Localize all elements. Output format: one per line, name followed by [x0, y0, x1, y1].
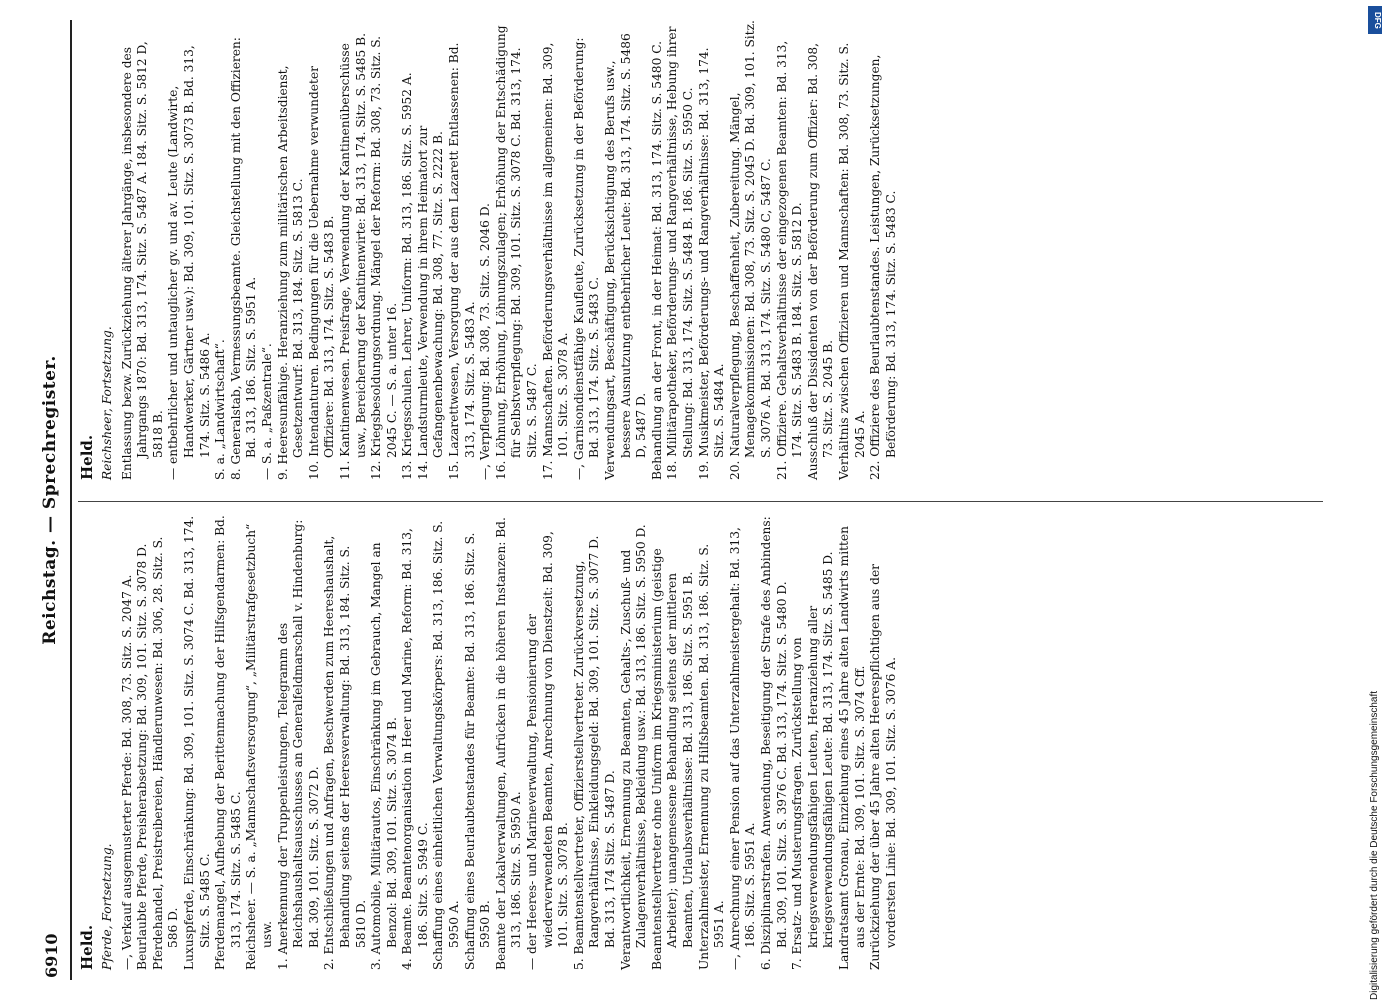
index-entry: 15. Lazarettwesen, Versorgung der aus dem Lazarett Entlassenen: Bd. 313, 174. Sitz. S. 5483 A.	[447, 42, 477, 480]
index-entry: 16. Löhnung, Erhöhung, Löhnungszulagen; Erhöhung der Entschädigung für Selbstverpflegung: Bd. 309, 101. Sitz. S. 3078 C. Bd. 313, 174. Sitz. S. 5487 C.	[493, 25, 540, 480]
index-entry: 13. Kriegsschulen. Lehrer, Uniform: Bd. 313, 186. Sitz. S. 5952 A.	[400, 72, 415, 480]
column-separator	[78, 501, 1323, 502]
index-entry: Ausschluß der Dissidenten von der Beförderung zum Offizier: Bd. 308, 73. Sitz. S. 2045 B.	[805, 42, 836, 480]
index-entry: — entbehrlicher und untauglicher gv. und av. Leute (Landwirte, Handwerker, Gärtner usw.): Bd. 309, 101. Sitz. S. 3073 B. Bd. 313, 174. Sitz. S. 5486 A.	[166, 45, 212, 480]
index-entry: Behandlung an der Front, in der Heimat: Bd. 313, 174. Sitz. S. 5480 C.	[649, 41, 664, 480]
index-entry: Pferdehandel, Preistreibereien, Händlerunwesen: Bd. 306, 28. Sitz. S. 586 D.	[150, 536, 181, 970]
index-entry: 21. Offiziere. Gehaltsverhältnisse der eingezogenen Beamten: Bd. 313, 174. Sitz. S. 5483 B. 184. Sitz. S. 5812 D.	[774, 40, 805, 480]
index-entry: S. a. „Landwirtschaft“.	[213, 339, 228, 480]
index-entry: Verantwortlichkeit, Ernennung zu Beamten, Gehalts-, Zuschuß- und Zulagenverhältnisse, Bekleidung usw.: Bd. 313, 186. Sitz. S. 5950 D.	[618, 524, 649, 970]
index-entry: — S. a. „Paßzentrale“.	[259, 343, 274, 480]
digitization-credit	[1367, 0, 1383, 1000]
index-entry: 2. Entschließungen und Anfragen, Beschwerden zum Heereshaushalt, Behandlung seitens der Heeresverwaltung: Bd. 313, 184. Sitz. S. 5810 D.	[322, 535, 368, 970]
dfg-logo: DFG	[1368, 6, 1382, 34]
index-entry: Verhältnis zwischen Offizieren und Mannschaften: Bd. 308, 73. Sitz. S. 2045 A.	[836, 42, 867, 480]
index-entry: Entlassung bezw. Zurückziehung älterer Jahrgänge, insbesondere des Jahrgangs 1870: Bd. 313, 174. Sitz. S. 5487 A. 184. Sitz. S. 5812 D, 5818 B.	[119, 41, 165, 480]
index-entry: Beamtenstellvertreter ohne Uniform im Kriegsministerium (geistige Arbeiter); unangemessene Behandlung seitens der mittleren Beamten, Urlaubsverhältnisse: Bd. 313, 186. Sitz. S. 5951 B.	[649, 548, 695, 970]
index-entry: 11. Kantinenwesen. Preisfrage, Verwendung der Kantinenüberschüsse usw., Bereicherung der Kantinenwirte: Bd. 313, 174. Sitz. S. 5485 B.	[337, 32, 368, 480]
running-head: Reichstag. — Sprechregister.	[40, 355, 60, 645]
index-entry: 10. Intendanturen. Bedingungen für die Uebernahme verwundeter Offiziere: Bd. 313, 174. Sitz. S. 5483 B.	[306, 66, 337, 480]
index-entry: 22. Offiziere des Beurlaubtenstandes. Leistungen, Zurücksetzungen, Beförderung: Bd. 313, 174. Sitz. S. 5483 C.	[868, 54, 898, 480]
index-entry: — der Heeres- und Marineverwaltung, Pensionierung der wiederverwendeten Beamten, Anrechnung von Dienstzeit: Bd. 309, 101. Sitz. S. 3078 B.	[525, 531, 571, 970]
index-entry: Reichsheer. — S. a. „Mannschaftsversorgung“, „Militärstrafgesetzbuch“ usw.	[244, 523, 274, 970]
left-entry-list	[120, 515, 900, 970]
index-entry: Landratsamt Gronau, Einziehung eines 45 Jahre alten Landwirts mitten aus der Ernte: Bd. 309, 101. Sitz. S. 3074 Cff.	[836, 526, 867, 970]
header-rule	[70, 20, 72, 980]
right-column-continuation: Reichsheer, Fortsetzung.	[100, 326, 114, 480]
index-entry: 18. Militärapotheker, Beförderungs- und Rangverhältnisse, Hebung ihrer Stellung: Bd. 313, 174. Sitz. S. 5484 B. 186. Sitz. S. 5950 C.	[665, 26, 695, 480]
index-entry: Beamte der Lokalverwaltungen, Aufrücken in die höheren Instanzen: Bd. 313, 186. Sitz. S. 5950 A.	[493, 517, 524, 970]
index-entry: 20. Naturalverpflegung, Beschaffenheit, Zubereitung. Mängel, Menagekommissionen: Bd. 308, 73. Sitz. S. 2045 D. Bd. 309, 101. Sitz. S. 3076 A. Bd. 313, 174. Sitz. S. 5480 C, 5487 C.	[727, 20, 773, 480]
index-entry: Verwendungsart, Beschäftigung, Berücksichtigung des Berufs usw., bessere Ausnutzung entbehrlicher Leute: Bd. 313, 174. Sitz. S. 5486 D, 5487 D.	[603, 33, 649, 480]
left-column-continuation: Pferde, Fortsetzung.	[100, 843, 114, 970]
left-column-header: Held.	[78, 924, 96, 970]
index-entry: 9. Heeresunfähige. Heranziehung zum militärischen Arbeitsdienst, Gesetzentwurf: Bd. 313, 184. Sitz. S. 5813 C.	[275, 65, 306, 480]
index-entry: 12. Kriegsbesoldungsordnung. Mängel der Reform: Bd. 308, 73. Sitz. S. 2045 C. — S. a. unter 16.	[369, 35, 399, 480]
index-entry: 4. Beamte. Beamtenorganisation in Heer und Marine, Reform: Bd. 313, 186. Sitz. S. 5949 C.	[400, 528, 430, 970]
index-entry: Beurlaubte Pferde, Preisherabsetzung: Bd. 309, 101. Sitz. S. 3078 D.	[135, 543, 150, 970]
index-entry: 17. Mannschaften. Beförderungsverhältnisse im allgemeinen: Bd. 309, 101. Sitz. S. 3078 A.	[540, 42, 571, 480]
index-entry: 8. Generalstab, Vermessungsbeamte. Gleichstellung mit den Offizieren: Bd. 313, 186. Sitz. S. 5951 A.	[228, 37, 259, 480]
right-column-header: Held.	[78, 434, 96, 480]
index-entry: —, Verpflegung: Bd. 308, 73. Sitz. S. 2046 D.	[478, 203, 493, 480]
index-entry: 7. Ersatz- und Musterungsfragen. Zurückstellung von kriegsverwendungsfähigen Leuten, Heranziehung aller kriegsverwendungsfähigen Leute: Bd. 313, 174. Sitz. S. 5485 D.	[790, 551, 836, 970]
index-entry: 1. Anerkennung der Truppenleistungen, Telegramm des Reichshaushaltsausschusses an Generalfeldmarschall v. Hindenburg: Bd. 309, 101. Sitz. S. 3072 D.	[275, 519, 321, 970]
index-entry: Luxuspferde, Einschränkung: Bd. 309, 101. Sitz. S. 3074 C. Bd. 313, 174. Sitz. S. 5485 C.	[181, 515, 212, 970]
left-column	[100, 515, 899, 970]
index-entry: Schaffung eines Beurlaubtenstandes für Beamte: Bd. 313, 186. Sitz. S. 5950 B.	[462, 532, 493, 970]
right-entry-list	[120, 20, 900, 480]
credit-text: Digitalisierung gefördert durch die Deutsche Forschungsgemeinschaft	[1369, 690, 1380, 1000]
index-entry: Unterzahlmeister, Ernennung zu Hilfsbeamten. Bd. 313, 186. Sitz. S. 5951 A.	[696, 543, 727, 970]
index-entry: Pferdemangel, Aufhebung der Berittenmachung der Hilfsgendarmen: Bd. 313, 174. Sitz. S. 5485 C.	[213, 515, 243, 970]
page-number: 6910	[42, 933, 61, 978]
index-entry: 14. Landsturmleute, Verwendung in ihrem Heimatort zur Gefangenenbewachung: Bd. 308, 77. Sitz. S. 2222 B.	[415, 125, 446, 480]
index-entry: 19. Musikmeister, Beförderungs- und Rangverhältnisse: Bd. 313, 174. Sitz. S. 5484 A.	[696, 47, 727, 480]
right-column	[100, 20, 899, 480]
index-entry: Zurückziehung der über 45 Jahre alten Heerespflichtigen aus der vordersten Linie: Bd. 309, 101. Sitz. S. 3076 A.	[868, 564, 898, 970]
index-entry: 5. Beamtenstellvertreter, Offizierstellvertreter. Zurückversetzung, Rangverhältnisse, Einkleidungsgeld: Bd. 309, 101. Sitz. S. 3077 D. Bd. 313, 174 Sitz. S. 5487 D.	[571, 535, 617, 970]
index-entry: —, Garnisondienstfähige Kaufleute, Zurücksetzung in der Beförderung: Bd. 313, 174. Sitz. S. 5483 C.	[571, 37, 602, 480]
index-entry: —, Anrechnung einer Pension auf das Unterzahlmeistergehalt: Bd. 313, 186. Sitz. S. 5951 A.	[727, 527, 758, 970]
index-entry: —, Verkauf ausgemusterter Pferde: Bd. 308, 73. Sitz. S. 2047 A.	[119, 574, 134, 970]
index-entry: 3. Automobile, Militärautos, Einschränkung im Gebrauch, Mangel an Benzol: Bd. 309, 101. Sitz. S. 3074 B.	[369, 542, 399, 970]
index-entry: 6. Disziplinarstrafen. Anwendung, Beseitigung der Strafe des Anbindens: Bd. 309, 101. Sitz. S. 3976 C. Bd. 313, 174. Sitz. S. 5480 D.	[758, 516, 789, 970]
index-entry: Schaffung eines einheitlichen Verwaltungskörpers: Bd. 313, 186. Sitz. S. 5950 A.	[431, 520, 462, 970]
